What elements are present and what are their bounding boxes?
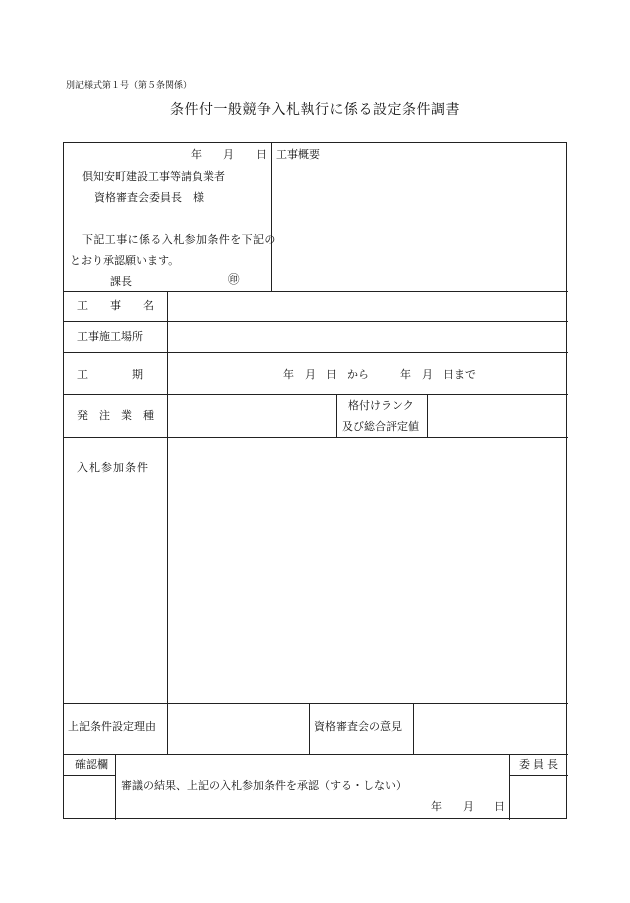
line-below-header: [64, 291, 568, 292]
location-label: 工事施工場所: [77, 330, 143, 343]
divider-confirm-left: [115, 754, 116, 820]
line-below-conditions: [64, 703, 568, 704]
request-date-day: 日: [256, 148, 267, 161]
form-number: 別記様式第１号（第５条関係）: [66, 81, 193, 91]
reason-label: 上記条件設定理由: [68, 720, 156, 733]
period-end-day: 日まで: [443, 368, 476, 381]
opinion-label: 資格審査会の意見: [314, 720, 402, 733]
request-date-year: 年: [191, 148, 202, 161]
document-title: 条件付一般競争入札執行に係る設定条件調書: [170, 102, 460, 118]
divider-confirm-right: [509, 754, 510, 820]
recipient-line2: 資格審査会委員長 様: [94, 191, 204, 204]
divider-trade-rank: [336, 394, 337, 437]
period-from: から: [347, 368, 369, 381]
line-below-work-name: [64, 321, 568, 322]
seal-mark: ㊞: [228, 272, 240, 286]
divider-rank-value: [427, 394, 428, 437]
divider-reason-opinion: [309, 703, 310, 754]
line-below-trade: [64, 437, 568, 438]
confirm-date-day: 日: [494, 800, 505, 813]
work-name-label: 工 事 名: [77, 299, 154, 312]
divider-opinion-value: [413, 703, 414, 754]
period-start-year: 年: [283, 368, 294, 381]
period-end-month: 月: [422, 368, 433, 381]
divider-label-column: [167, 291, 168, 754]
line-below-location: [64, 352, 568, 353]
conditions-label: 入札参加条件: [77, 461, 149, 474]
line-below-confirm-label: [64, 775, 115, 776]
line-below-period: [64, 394, 568, 395]
summary-label: 工事概要: [276, 148, 320, 161]
line-below-reason: [64, 754, 568, 755]
confirm-date-month: 月: [463, 800, 474, 813]
period-label: 工 期: [77, 368, 143, 381]
request-date-month: 月: [223, 148, 234, 161]
period-start-month: 月: [305, 368, 316, 381]
request-body-line1: 下記工事に係る入札参加条件を下記の: [82, 233, 276, 246]
request-body-line2: とおり承認願います。: [70, 254, 180, 267]
approval-statement: 審議の結果、上記の入札参加条件を承認（する・しない）: [121, 779, 407, 792]
trade-label: 発 注 業 種: [77, 409, 154, 422]
confirm-label: 確認欄: [75, 758, 108, 771]
rank-label-line1: 格付けランク: [348, 399, 414, 412]
period-start-day: 日: [326, 368, 337, 381]
section-chief-label: 課長: [110, 275, 132, 288]
line-below-chair-label: [509, 775, 568, 776]
chair-label: 委員長: [519, 758, 561, 771]
rank-label-line2: 及び総合評定値: [342, 420, 419, 433]
period-end-year: 年: [400, 368, 411, 381]
recipient-line1: 倶知安町建設工事等請負業者: [82, 170, 225, 183]
divider-header: [271, 143, 272, 291]
confirm-date-year: 年: [431, 800, 442, 813]
